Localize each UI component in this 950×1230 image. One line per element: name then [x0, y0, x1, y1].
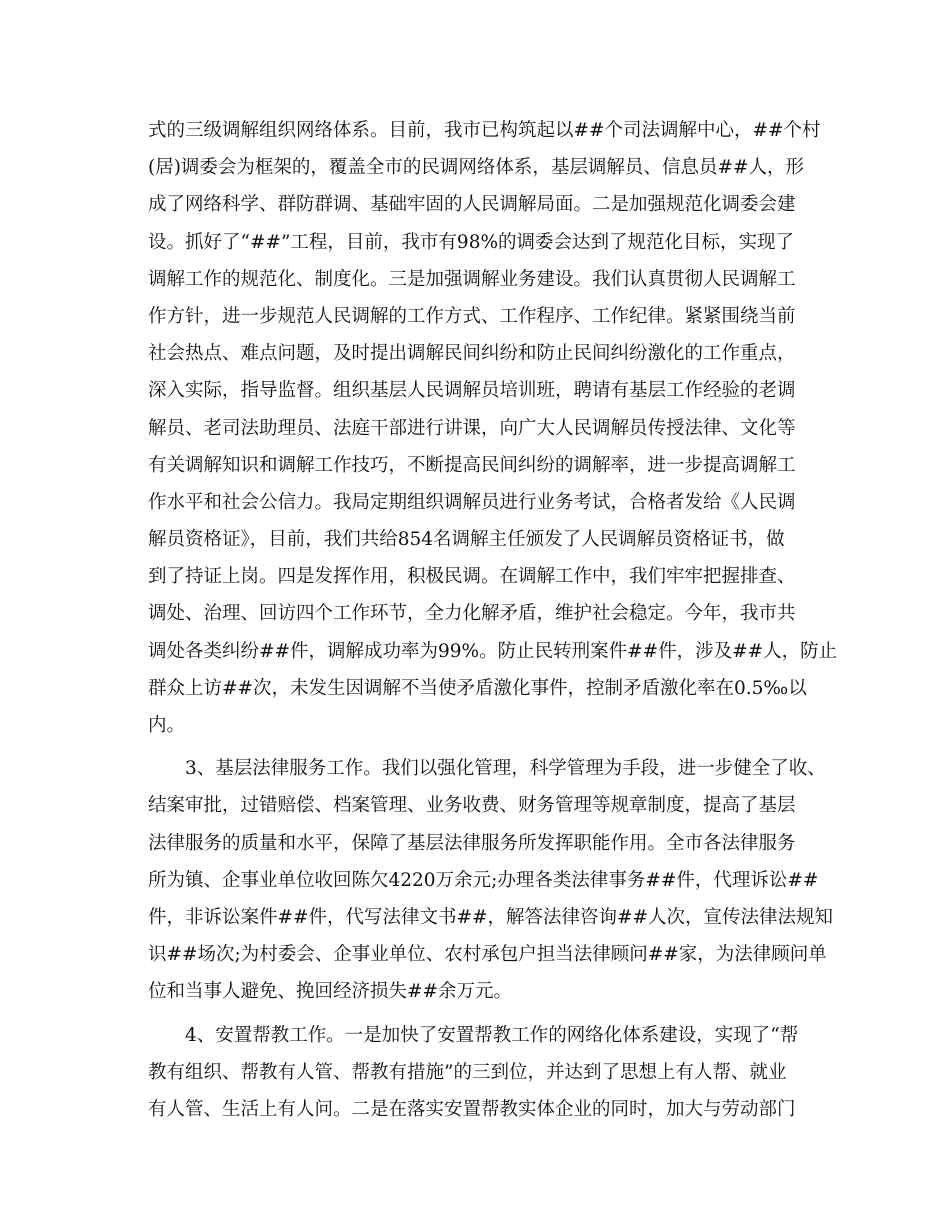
text-line: 调处各类纠纷##件，调解成功率为99%。防止民转刑案件##件，涉及##人，防止 [148, 640, 838, 662]
text-line: 到了持证上岗。四是发挥作用，积极民调。在调解工作中，我们牢牢把握排查、 [148, 566, 796, 588]
paragraph-legal-services [148, 750, 834, 1010]
text-line: (居)调委会为框架的，覆盖全市的民调网络体系，基层调解员、信息员##人，形 [148, 157, 804, 179]
text-line: 3、基层法律服务工作。我们以强化管理，科学管理为手段，进一步健全了收、 [148, 758, 826, 780]
paragraph-mediation [148, 112, 838, 744]
text-line: 所为镇、企事业单位收回陈欠4220万余元;办理各类法律事务##件，代理诉讼## [148, 869, 819, 891]
text-line: 深入实际，指导监督。组织基层人民调解员培训班，聘请有基层工作经验的老调 [148, 380, 796, 402]
text-line: 法律服务的质量和水平，保障了基层法律服务所发挥职能作用。全市各法律服务 [148, 832, 796, 854]
text-line: 调处、治理、回访四个工作环节，全力化解矛盾，维护社会稳定。今年，我市共 [148, 603, 796, 625]
text-line: 有人管、生活上有人问。二是在落实安置帮教实体企业的同时，加大与劳动部门 [148, 1098, 796, 1120]
text-line: 教有组织、帮教有人管、帮教有措施”的三到位，并达到了思想上有人帮、就业 [148, 1061, 787, 1083]
text-line: 解员、老司法助理员、法庭干部进行讲课，向广大人民调解员传授法律、文化等 [148, 417, 796, 439]
text-line: 结案审批，过错赔偿、档案管理、业务收费、财务管理等规章制度，提高了基层 [148, 795, 796, 817]
text-line: 件，非诉讼案件##件，代写法律文书##，解答法律咨询##人次，宣传法律法规知 [148, 906, 834, 928]
text-line: 群众上访##次，未发生因调解不当使矛盾激化事件，控制矛盾激化率在0.5‰以 [148, 677, 807, 699]
text-line: 4、安置帮教工作。一是加快了安置帮教工作的网络化体系建设，实现了“帮 [148, 1024, 799, 1046]
text-line: 识##场次;为村委会、企事业单位、农村承包户担当法律顾问##家，为法律顾问单 [148, 944, 827, 966]
text-line: 有关调解知识和调解工作技巧，不断提高民间纠纷的调解率，进一步提高调解工 [148, 454, 796, 476]
text-line: 解员资格证》，目前，我们共给854名调解主任颁发了人民调解员资格证书，做 [148, 529, 785, 551]
paragraph-resettlement [148, 1017, 808, 1129]
text-line: 作水平和社会公信力。我局定期组织调解员进行业务考试，合格者发给《人民调 [148, 491, 796, 513]
text-line: 式的三级调解组织网络体系。目前，我市已构筑起以##个司法调解中心，##个村 [148, 120, 821, 141]
text-line: 成了网络科学、群防群调、基础牢固的人民调解局面。二是加强规范化调委会建 [148, 194, 796, 216]
text-line: 调解工作的规范化、制度化。三是加强调解业务建设。我们认真贯彻人民调解工 [148, 268, 796, 290]
text-line: 位和当事人避免、挽回经济损失##余万元。 [148, 981, 513, 1003]
document-body [148, 112, 838, 1128]
text-line: 社会热点、难点问题，及时提出调解民间纠纷和防止民间纠纷激化的工作重点， [148, 343, 796, 365]
text-line: 作方针，进一步规范人民调解的工作方式、工作程序、工作纪律。紧紧围绕当前 [148, 305, 796, 327]
text-line: 设。抓好了“##”工程，目前，我市有98%的调委会达到了规范化目标，实现了 [148, 231, 795, 253]
text-line: 内。 [148, 715, 186, 736]
